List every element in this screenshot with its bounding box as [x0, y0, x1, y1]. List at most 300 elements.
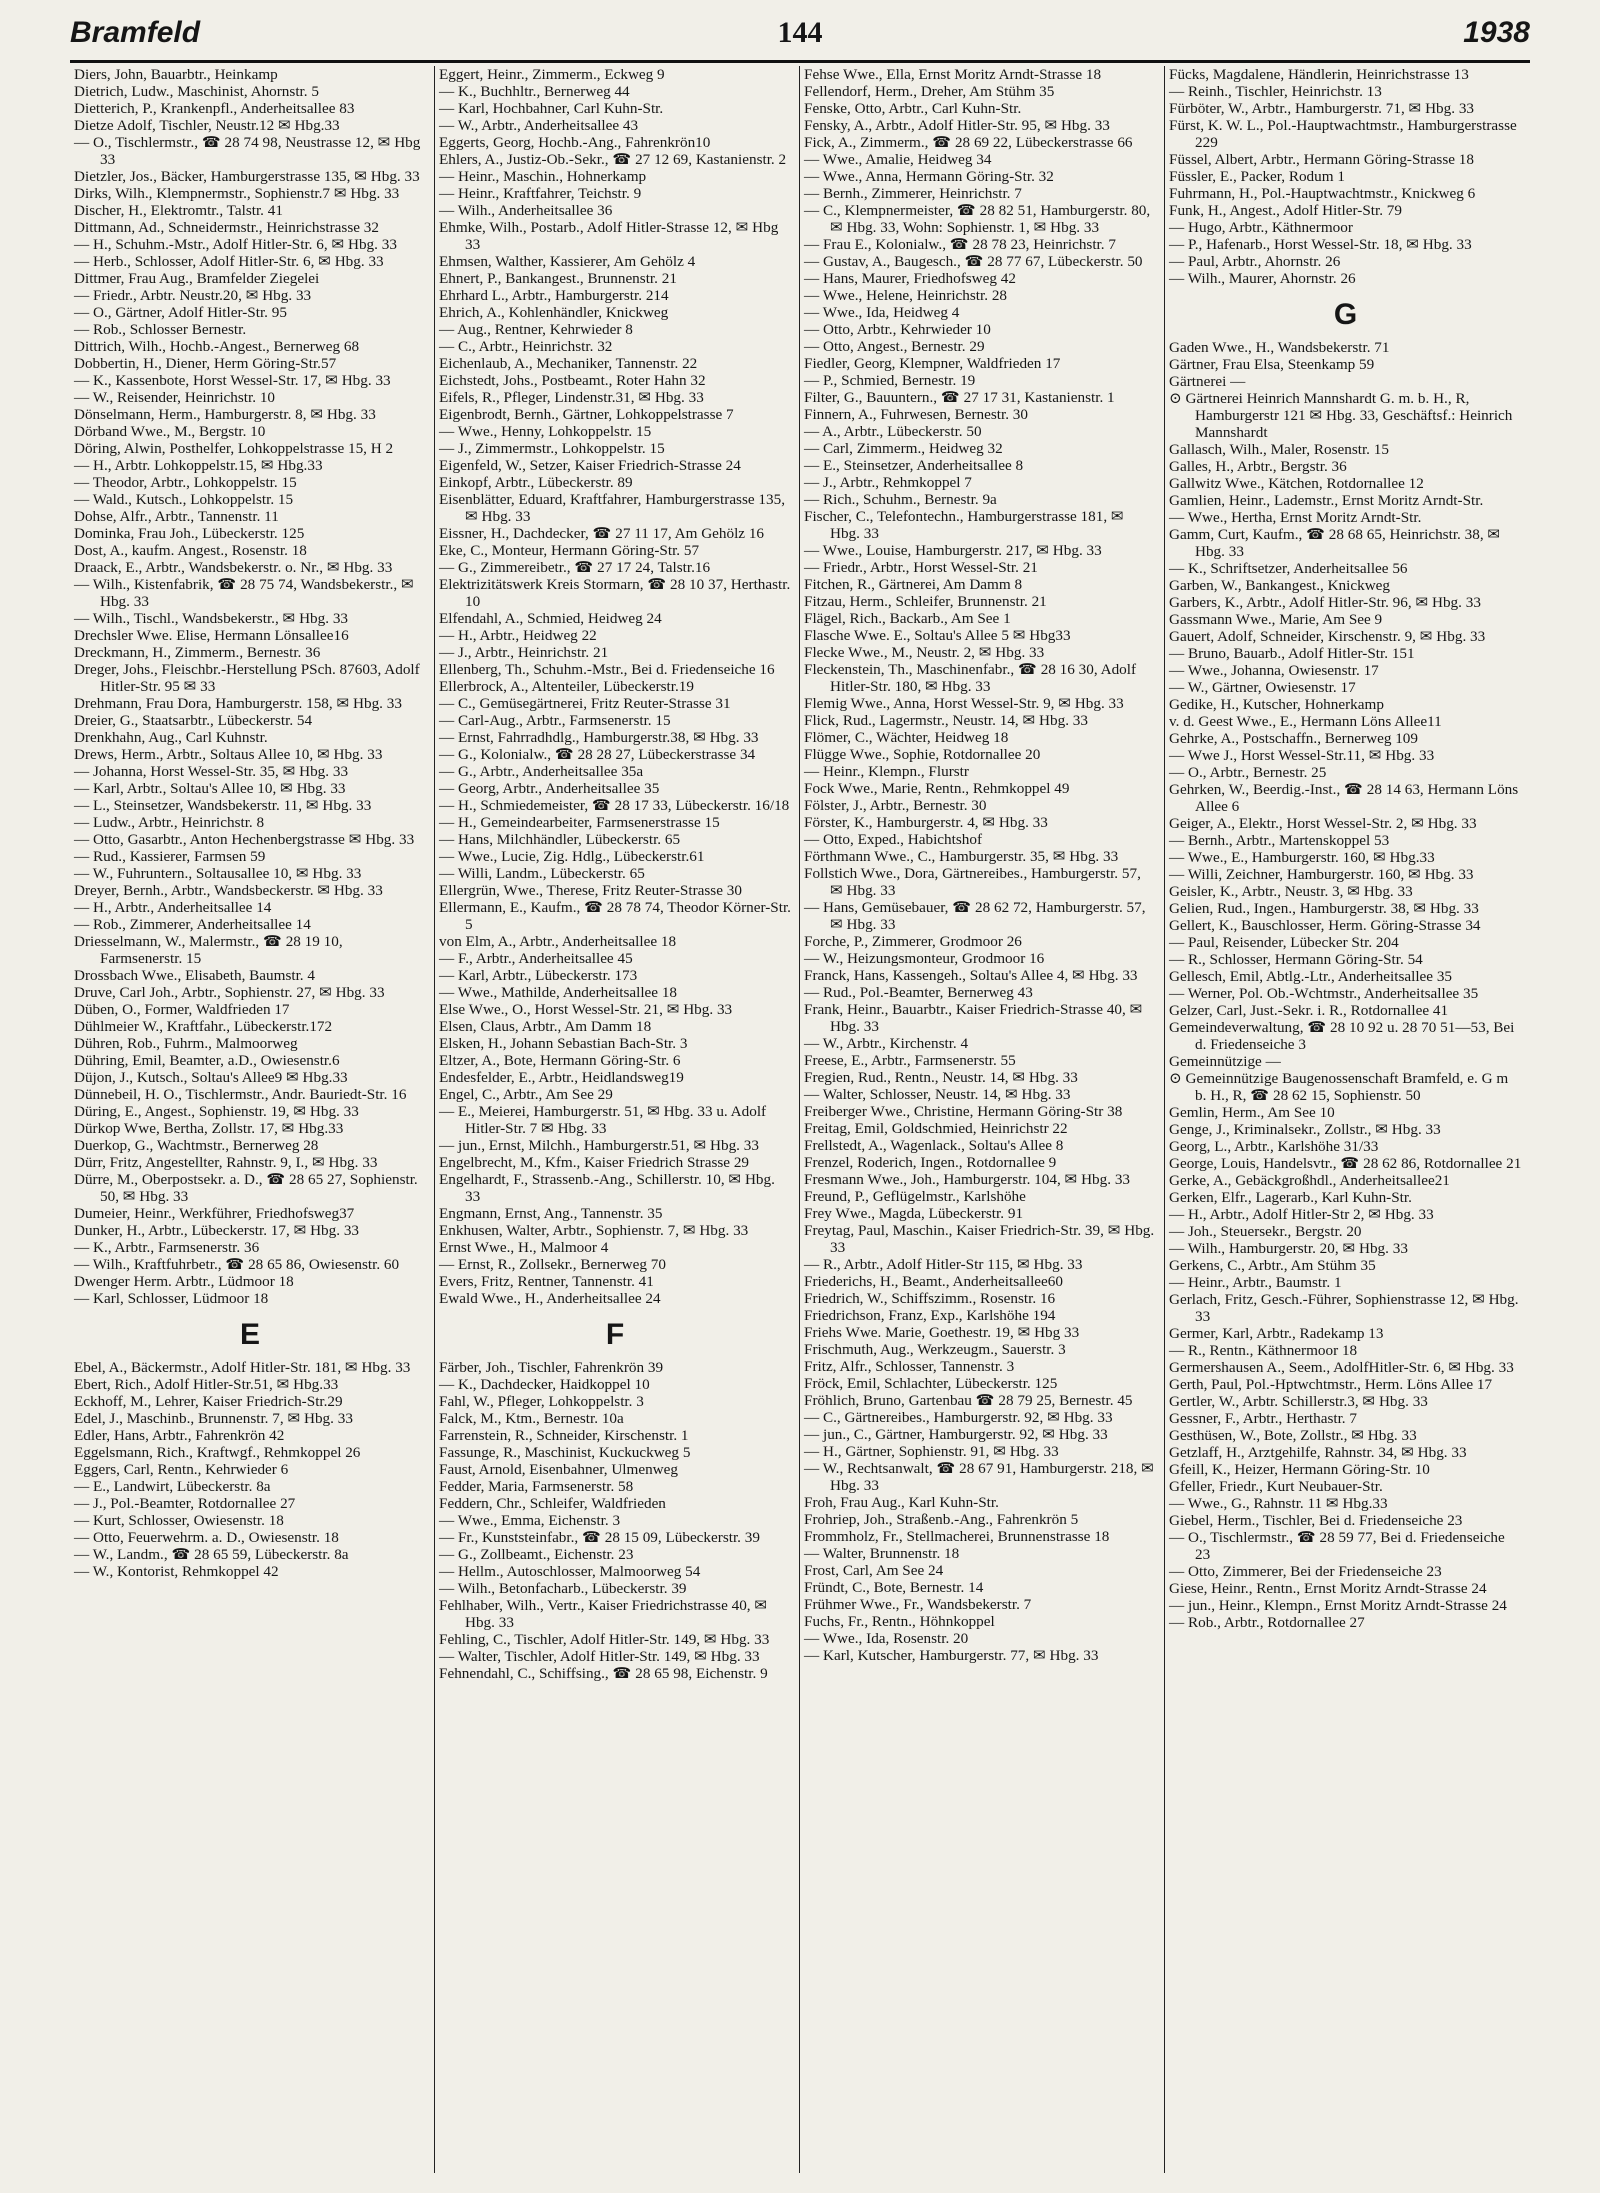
- directory-entry: Giese, Heinr., Rentn., Ernst Moritz Arndt-Strasse 24: [1169, 1580, 1487, 1597]
- directory-entry: Düring, E., Angest., Sophienstr. 19, ✉ Hbg. 33: [74, 1103, 359, 1120]
- directory-entry: Fahl, W., Pfleger, Lohkoppelstr. 3: [439, 1393, 644, 1410]
- directory-entry: Eichenlaub, A., Mechaniker, Tannenstr. 22: [439, 355, 698, 372]
- directory-entry: Frenzel, Roderich, Ingen., Rotdornallee 9: [804, 1154, 1057, 1171]
- directory-entry: Gellesch, Emil, Abtlg.-Ltr., Anderheitsallee 35: [1169, 968, 1453, 985]
- directory-entry: Duerkop, G., Wachtmstr., Bernerweg 28: [74, 1137, 319, 1154]
- directory-entry: Forche, P., Zimmerer, Grodmoor 26: [804, 933, 1022, 950]
- directory-entry: — L., Steinsetzer, Wandsbekerstr. 11, ✉ Hbg. 33: [74, 797, 372, 814]
- directory-entry: Flecke Wwe., M., Neustr. 2, ✉ Hbg. 33: [804, 644, 1045, 661]
- directory-entry: — Carl, Zimmerm., Heidweg 32: [804, 440, 1003, 457]
- directory-entry: Germer, Karl, Arbtr., Radekamp 13: [1169, 1325, 1384, 1342]
- directory-entry: Friederichs, H., Beamt., Anderheitsallee60: [804, 1273, 1063, 1290]
- directory-entry: Fensky, A., Arbtr., Adolf Hitler-Str. 95, ✉ Hbg. 33: [804, 117, 1110, 134]
- directory-entry: Eissner, H., Dachdecker, ☎ 27 11 17, Am Gehölz 16: [439, 525, 765, 542]
- directory-entry: Fenske, Otto, Arbtr., Carl Kuhn-Str.: [804, 100, 1022, 117]
- directory-entry: — Carl-Aug., Arbtr., Farmsenerstr. 15: [439, 712, 671, 729]
- directory-entry: — Wwe., Ida, Rosenstr. 20: [804, 1630, 969, 1647]
- directory-entry: Gassmann Wwe., Marie, Am See 9: [1169, 611, 1383, 628]
- directory-entry: Eckhoff, M., Lehrer, Kaiser Friedrich-Str.29: [74, 1393, 343, 1410]
- directory-entry: Dobbertin, H., Diener, Herm Göring-Str.57: [74, 355, 337, 372]
- directory-entry: — K., Dachdecker, Haidkoppel 10: [439, 1376, 650, 1393]
- directory-entry: Dohse, Alfr., Arbtr., Tannenstr. 11: [74, 508, 279, 525]
- directory-entry: — Joh., Steuersekr., Bergstr. 20: [1169, 1223, 1362, 1240]
- directory-entry: Funk, H., Angest., Adolf Hitler-Str. 79: [1169, 202, 1402, 219]
- directory-entry: — Bruno, Bauarb., Adolf Hitler-Str. 151: [1169, 645, 1415, 662]
- directory-entry: Fitchen, R., Gärtnerei, Am Damm 8: [804, 576, 1023, 593]
- directory-entry: — Rud., Kassierer, Farmsen 59: [74, 848, 266, 865]
- directory-entry: — Wwe., Amalie, Heidweg 34: [804, 151, 992, 168]
- directory-entry: Frank, Heinr., Bauarbtr., Kaiser Friedrich-Strasse 40, ✉ Hbg. 33: [804, 1001, 1143, 1035]
- directory-entry: — Friedr., Arbtr. Neustr.20, ✉ Hbg. 33: [74, 287, 312, 304]
- directory-entry: Färber, Joh., Tischler, Fahrenkrön 39: [439, 1359, 664, 1376]
- directory-entry: — Rob., Arbtr., Rotdornallee 27: [1169, 1614, 1365, 1631]
- directory-entry: — Otto, Angest., Bernestr. 29: [804, 338, 985, 355]
- directory-entry: — Hans, Milchhändler, Lübeckerstr. 65: [439, 831, 681, 848]
- directory-entry: — Wwe., G., Rahnstr. 11 ✉ Hbg.33: [1169, 1495, 1388, 1512]
- directory-entry: Füssler, E., Packer, Rodum 1: [1169, 168, 1345, 185]
- directory-entry: Germershausen A., Seem., AdolfHitler-Str. 6, ✉ Hbg. 33: [1169, 1359, 1514, 1376]
- directory-entry: Dietze Adolf, Tischler, Neustr.12 ✉ Hbg.33: [74, 117, 340, 134]
- directory-entry: Gerth, Paul, Pol.-Hptwchtmstr., Herm. Löns Allee 17: [1169, 1376, 1493, 1393]
- directory-entry: George, Louis, Handelsvtr., ☎ 28 62 86, Rotdornallee 21: [1169, 1155, 1522, 1172]
- directory-entry: — Karl, Arbtr., Soltau's Allee 10, ✉ Hbg. 33: [74, 780, 346, 797]
- directory-entry: — W., Arbtr., Anderheitsallee 43: [439, 117, 639, 134]
- directory-entry: Froh, Frau Aug., Karl Kuhn-Str.: [804, 1494, 999, 1511]
- directory-entry: Ernst Wwe., H., Malmoor 4: [439, 1239, 609, 1256]
- directory-entry: Dittmer, Frau Aug., Bramfelder Ziegelei: [74, 270, 320, 287]
- directory-entry: Geiger, A., Elektr., Horst Wessel-Str. 2, ✉ Hbg. 33: [1169, 815, 1477, 832]
- directory-entry: — H., Schmiedemeister, ☎ 28 17 33, Lübeckerstr. 16/18: [439, 797, 790, 814]
- directory-entry: — E., Landwirt, Lübeckerstr. 8a: [74, 1478, 271, 1495]
- column-4: [1165, 66, 1530, 2173]
- directory-entry: Drehmann, Frau Dora, Hamburgerstr. 158, ✉ Hbg. 33: [74, 695, 402, 712]
- directory-entry: Fründt, C., Bote, Bernestr. 14: [804, 1579, 984, 1596]
- directory-entry: — Wilh., Anderheitsallee 36: [439, 202, 613, 219]
- directory-entry: Eigenbrodt, Bernh., Gärtner, Lohkoppelstrasse 7: [439, 406, 734, 423]
- directory-entry: Fleckenstein, Th., Maschinenfabr., ☎ 28 16 30, Adolf Hitler-Str. 180, ✉ Hbg. 33: [804, 661, 1137, 695]
- directory-entry: Endesfelder, E., Arbtr., Heidlandsweg19: [439, 1069, 684, 1086]
- directory-entry: Elektrizitätswerk Kreis Stormarn, ☎ 28 10 37, Herthastr. 10: [439, 576, 791, 610]
- directory-entry: Gerken, Elfr., Lagerarb., Karl Kuhn-Str.: [1169, 1189, 1412, 1206]
- directory-entry: Dreier, G., Staatsarbtr., Lübeckerstr. 54: [74, 712, 313, 729]
- header-year: 1938: [1463, 16, 1530, 49]
- directory-entry: Dreckmann, H., Zimmerm., Bernestr. 36: [74, 644, 321, 661]
- directory-entry: — F., Arbtr., Anderheitsallee 45: [439, 950, 633, 967]
- directory-entry: — Paul, Arbtr., Ahornstr. 26: [1169, 253, 1341, 270]
- directory-entry: Gertler, W., Arbtr. Schillerstr.3, ✉ Hbg. 33: [1169, 1393, 1428, 1410]
- directory-entry: Freitag, Emil, Goldschmied, Heinrichstr 22: [804, 1120, 1068, 1137]
- directory-entry: — J., Zimmermstr., Lohkoppelstr. 15: [439, 440, 665, 457]
- directory-entry: Gemeindeverwaltung, ☎ 28 10 92 u. 28 70 51—53, Bei d. Friedenseiche 3: [1169, 1019, 1515, 1053]
- directory-entry: — J., Pol.-Beamter, Rotdornallee 27: [74, 1495, 296, 1512]
- directory-entry: — Paul, Reisender, Lübecker Str. 204: [1169, 934, 1399, 951]
- section-letter: G: [1333, 298, 1358, 331]
- directory-entry: Geisler, K., Arbtr., Neustr. 3, ✉ Hbg. 33: [1169, 883, 1413, 900]
- directory-entry: Engmann, Ernst, Ang., Tannenstr. 35: [439, 1205, 663, 1222]
- directory-entry: Fick, A., Zimmerm., ☎ 28 69 22, Lübeckerstrasse 66: [804, 134, 1133, 151]
- directory-entry: — Heinr., Arbtr., Baumstr. 1: [1169, 1274, 1342, 1291]
- directory-entry: Ellenberg, Th., Schuhm.-Mstr., Bei d. Friedenseiche 16: [439, 661, 775, 678]
- directory-entry: Eggert, Heinr., Zimmerm., Eckweg 9: [439, 66, 665, 83]
- directory-entry: Eggers, Carl, Rentn., Kehrwieder 6: [74, 1461, 289, 1478]
- directory-entry: — G., Kolonialw., ☎ 28 28 27, Lübeckerstrasse 34: [439, 746, 756, 763]
- directory-entry: — Wwe., Emma, Eichenstr. 3: [439, 1512, 621, 1529]
- directory-entry: Garben, W., Bankangest., Knickweg: [1169, 577, 1391, 594]
- directory-entry: — Otto, Exped., Habichtshof: [804, 831, 983, 848]
- directory-entry: — Walter, Schlosser, Neustr. 14, ✉ Hbg. 33: [804, 1086, 1071, 1103]
- directory-entry: Dirks, Wilh., Klempnermstr., Sophienstr.7 ✉ Hbg. 33: [74, 185, 400, 202]
- directory-entry: — O., Tischlermstr., ☎ 28 74 98, Neustrasse 12, ✉ Hbg 33: [74, 134, 421, 168]
- directory-entry: — Wwe., Mathilde, Anderheitsallee 18: [439, 984, 678, 1001]
- directory-entry: — Johanna, Horst Wessel-Str. 35, ✉ Hbg. 33: [74, 763, 349, 780]
- directory-entry: Evers, Fritz, Rentner, Tannenstr. 41: [439, 1273, 654, 1290]
- directory-entry: — Georg, Arbtr., Anderheitsallee 35: [439, 780, 660, 797]
- directory-entry: — R., Schlosser, Hermann Göring-Str. 54: [1169, 951, 1423, 968]
- directory-entry: Gfeller, Friedr., Kurt Neubauer-Str.: [1169, 1478, 1383, 1495]
- directory-entry: Fregien, Rud., Rentn., Neustr. 14, ✉ Hbg. 33: [804, 1069, 1078, 1086]
- directory-entry: Flemig Wwe., Anna, Horst Wessel-Str. 9, ✉ Hbg. 33: [804, 695, 1124, 712]
- directory-entry: Friedrich, W., Schiffszimm., Rosenstr. 16: [804, 1290, 1056, 1307]
- directory-entry: Elfendahl, A., Schmied, Heidweg 24: [439, 610, 662, 627]
- directory-entry: — W., Fuhruntern., Soltausallee 10, ✉ Hbg. 33: [74, 865, 362, 882]
- directory-entry: — Heinr., Maschin., Hohnerkamp: [439, 168, 647, 185]
- directory-entry: Frommholz, Fr., Stellmacherei, Brunnenstrasse 18: [804, 1528, 1110, 1545]
- directory-entry: Dürkop Wwe, Bertha, Zollstr. 17, ✉ Hbg.33: [74, 1120, 344, 1137]
- directory-entry: Gehrken, W., Beerdig.-Inst., ☎ 28 14 63, Hermann Löns Allee 6: [1169, 781, 1519, 815]
- directory-entry: — Wwe., Helene, Heinrichstr. 28: [804, 287, 1008, 304]
- directory-entry: Franck, Hans, Kassengeh., Soltau's Allee 4, ✉ Hbg. 33: [804, 967, 1138, 984]
- directory-entry: Frohriep, Joh., Straßenb.-Ang., Fahrenkrön 5: [804, 1511, 1079, 1528]
- directory-entry: von Elm, A., Arbtr., Anderheitsallee 18: [439, 933, 677, 950]
- directory-entry: Fassunge, R., Maschinist, Kuckuckweg 5: [439, 1444, 691, 1461]
- section-letter: E: [239, 1318, 260, 1351]
- page-number: 144: [777, 16, 823, 49]
- directory-entry: — Karl, Hochbahner, Carl Kuhn-Str.: [439, 100, 664, 117]
- directory-entry: — jun., Heinr., Klempn., Ernst Moritz Arndt-Strasse 24: [1169, 1597, 1507, 1614]
- directory-entry: Gemeinnützige —: [1169, 1053, 1281, 1070]
- directory-entry: — Wwe., Johanna, Owiesenstr. 17: [1169, 662, 1379, 679]
- directory-entry: — Reinh., Tischler, Heinrichstr. 13: [1169, 83, 1382, 100]
- directory-entry: Dörband Wwe., M., Bergstr. 10: [74, 423, 266, 440]
- directory-entry: Gauert, Adolf, Schneider, Kirschenstr. 9, ✉ Hbg. 33: [1169, 628, 1486, 645]
- directory-entry: — G., Zollbeamt., Eichenstr. 23: [439, 1546, 634, 1563]
- directory-entry: — E., Steinsetzer, Anderheitsallee 8: [804, 457, 1024, 474]
- directory-entry: Eifels, R., Pfleger, Lindenstr.31, ✉ Hbg. 33: [439, 389, 704, 406]
- directory-entry: — Walter, Tischler, Adolf Hitler-Str. 149, ✉ Hbg. 33: [439, 1648, 760, 1665]
- directory-entry: — Gustav, A., Baugesch., ☎ 28 77 67, Lübeckerstr. 50: [804, 253, 1143, 270]
- directory-entry: Ehlers, A., Justiz-Ob.-Sekr., ☎ 27 12 69, Kastanienstr. 2: [439, 151, 787, 168]
- directory-entry: — Hans, Maurer, Friedhofsweg 42: [804, 270, 1016, 287]
- directory-entry: — G., Zimmereibetr., ☎ 27 17 24, Talstr.16: [439, 559, 711, 576]
- directory-entry: — Rob., Schlosser Bernestr.: [74, 321, 247, 338]
- directory-entry: — O., Gärtner, Adolf Hitler-Str. 95: [74, 304, 287, 321]
- directory-entry: — jun., C., Gärtner, Hamburgerstr. 92, ✉ Hbg. 33: [804, 1426, 1108, 1443]
- directory-entry: — A., Arbtr., Lübeckerstr. 50: [804, 423, 982, 440]
- directory-entry: Eisenblätter, Eduard, Kraftfahrer, Hamburgerstrasse 135, ✉ Hbg. 33: [439, 491, 785, 525]
- directory-entry: — Heinr., Kraftfahrer, Teichstr. 9: [439, 185, 642, 202]
- directory-entry: — W., Landm., ☎ 28 65 59, Lübeckerstr. 8a: [74, 1546, 349, 1563]
- header-place-name: Bramfeld: [70, 16, 201, 49]
- directory-entry: — Ludw., Arbtr., Heinrichstr. 8: [74, 814, 265, 831]
- directory-entry: Fücks, Magdalene, Händlerin, Heinrichstrasse 13: [1169, 66, 1469, 83]
- directory-entry: — Theodor, Arbtr., Lohkoppelstr. 15: [74, 474, 297, 491]
- directory-entry: — H., Gemeindearbeiter, Farmsenerstrasse 15: [439, 814, 720, 831]
- directory-entry: — Otto, Arbtr., Kehrwieder 10: [804, 321, 991, 338]
- directory-entry: Diers, John, Bauarbtr., Heinkamp: [74, 66, 278, 83]
- directory-entry: — R., Rentn., Käthnermoor 18: [1169, 1342, 1358, 1359]
- directory-entry: Ellerbrock, A., Altenteiler, Lübeckerstr.19: [439, 678, 694, 695]
- directory-entry: Förster, K., Hamburgerstr. 4, ✉ Hbg. 33: [804, 814, 1048, 831]
- directory-entry: — P., Hafenarb., Horst Wessel-Str. 18, ✉ Hbg. 33: [1169, 236, 1472, 253]
- directory-entry: Fitzau, Herm., Schleifer, Brunnenstr. 21: [804, 593, 1047, 610]
- directory-entry: — Rud., Pol.-Beamter, Bernerweg 43: [804, 984, 1033, 1001]
- directory-entry: Drossbach Wwe., Elisabeth, Baumstr. 4: [74, 967, 315, 984]
- directory-entry: — Karl, Schlosser, Lüdmoor 18: [74, 1290, 269, 1307]
- directory-entry: Follstich Wwe., Dora, Gärtnereibes., Hamburgerstr. 57, ✉ Hbg. 33: [804, 865, 1141, 899]
- directory-entry: Fuhrmann, H., Pol.-Hauptwachtmstr., Knickweg 6: [1169, 185, 1476, 202]
- directory-entry: — W., Rechtsanwalt, ☎ 28 67 91, Hamburgerstr. 218, ✉ Hbg. 33: [804, 1460, 1154, 1494]
- directory-entry: — H., Arbtr. Lohkoppelstr.15, ✉ Hbg.33: [74, 457, 323, 474]
- directory-entry: — Wwe., Lucie, Zig. Hdlg., Lübeckerstr.61: [439, 848, 705, 865]
- directory-entry: Förthmann Wwe., C., Hamburgerstr. 35, ✉ Hbg. 33: [804, 848, 1119, 865]
- directory-entry: — E., Meierei, Hamburgerstr. 51, ✉ Hbg. 33 u. Adolf Hitler-Str. 7 ✉ Hbg. 33: [439, 1103, 767, 1137]
- directory-entry: Ehmke, Wilh., Postarb., Adolf Hitler-Strasse 12, ✉ Hbg 33: [439, 219, 779, 253]
- directory-entry: — Hellm., Autoschlosser, Malmoorweg 54: [439, 1563, 701, 1580]
- directory-entry: Giebel, Herm., Tischler, Bei d. Friedenseiche 23: [1169, 1512, 1463, 1529]
- directory-entry: Fröck, Emil, Schlachter, Lübeckerstr. 125: [804, 1375, 1058, 1392]
- directory-entry: Gerke, A., Gebäckgroßhdl., Anderheitsallee21: [1169, 1172, 1450, 1189]
- directory-entry: — Hugo, Arbtr., Käthnermoor: [1169, 219, 1353, 236]
- directory-entry: — Friedr., Arbtr., Horst Wessel-Str. 21: [804, 559, 1038, 576]
- directory-entry: Dietzler, Jos., Bäcker, Hamburgerstrasse 135, ✉ Hbg. 33: [74, 168, 420, 185]
- directory-entry: Eggerts, Georg, Hochb.-Ang., Fahrenkrön10: [439, 134, 711, 151]
- directory-entry: — Karl, Arbtr., Lübeckerstr. 173: [439, 967, 638, 984]
- directory-entry: — K., Buchhltr., Bernerweg 44: [439, 83, 630, 100]
- directory-entry: — Wwe., Ida, Heidweg 4: [804, 304, 960, 321]
- section-letter: F: [605, 1318, 625, 1351]
- directory-entry: Frost, Carl, Am See 24: [804, 1562, 944, 1579]
- directory-entry: — C., Gemüsegärtnerei, Fritz Reuter-Strasse 31: [439, 695, 731, 712]
- directory-entry: — Wilh., Tischl., Wandsbekerstr., ✉ Hbg. 33: [74, 610, 349, 627]
- directory-entry: Dietrich, Ludw., Maschinist, Ahornstr. 5: [74, 83, 319, 100]
- directory-entry: — H., Arbtr., Heidweg 22: [439, 627, 597, 644]
- directory-entry: Flügge Wwe., Sophie, Rotdornallee 20: [804, 746, 1041, 763]
- directory-entry: — Wilh., Kraftfuhrbetr., ☎ 28 65 86, Owiesenstr. 60: [74, 1256, 400, 1273]
- directory-entry: Gfeill, K., Heizer, Hermann Göring-Str. 10: [1169, 1461, 1430, 1478]
- directory-entry: Freiberger Wwe., Christine, Hermann Göring-Str 38: [804, 1103, 1123, 1120]
- directory-entry: Frey Wwe., Magda, Lübeckerstr. 91: [804, 1205, 1024, 1222]
- directory-entry: — Rich., Schuhm., Bernestr. 9a: [804, 491, 997, 508]
- directory-entry: Gehrke, A., Postschaffn., Bernerweg 109: [1169, 730, 1418, 747]
- directory-entry: Flömer, C., Wächter, Heidweg 18: [804, 729, 1009, 746]
- directory-entry: Feddern, Chr., Schleifer, Waldfrieden: [439, 1495, 666, 1512]
- directory-entry: — Wilh., Betonfacharb., Lübeckerstr. 39: [439, 1580, 687, 1597]
- directory-entry: Ehmsen, Walther, Kassierer, Am Gehölz 4: [439, 253, 696, 270]
- directory-entry: Dominka, Frau Joh., Lübeckerstr. 125: [74, 525, 305, 542]
- directory-entry: Drenkhahn, Aug., Carl Kuhnstr.: [74, 729, 268, 746]
- directory-entry: Getzlaff, H., Arztgehilfe, Rahnstr. 34, ✉ Hbg. 33: [1169, 1444, 1467, 1461]
- directory-entry: — Wald., Kutsch., Lohkoppelstr. 15: [74, 491, 294, 508]
- directory-columns: [70, 66, 1530, 2173]
- directory-entry: — Wilh., Hamburgerstr. 20, ✉ Hbg. 33: [1169, 1240, 1408, 1257]
- directory-entry: Dreger, Johs., Fleischbr.-Herstellung PSch. 87603, Adolf Hitler-Str. 95 ✉ 33: [74, 661, 420, 695]
- directory-entry: — K., Schriftsetzer, Anderheitsallee 56: [1169, 560, 1408, 577]
- directory-entry: Ebert, Rich., Adolf Hitler-Str.51, ✉ Hbg.33: [74, 1376, 339, 1393]
- directory-entry: Dühring, Emil, Beamter, a.D., Owiesenstr.6: [74, 1052, 340, 1069]
- directory-entry: — Bernh., Zimmerer, Heinrichstr. 7: [804, 185, 1022, 202]
- directory-entry: Eltzer, A., Bote, Hermann Göring-Str. 6: [439, 1052, 681, 1069]
- directory-entry: — Herb., Schlosser, Adolf Hitler-Str. 6, ✉ Hbg. 33: [74, 253, 384, 270]
- directory-entry: Dost, A., kaufm. Angest., Rosenstr. 18: [74, 542, 307, 559]
- directory-entry: Ellermann, E., Kaufm., ☎ 28 78 74, Theodor Körner-Str. 5: [439, 899, 791, 933]
- directory-entry: Freytag, Paul, Maschin., Kaiser Friedrich-Str. 39, ✉ Hbg. 33: [804, 1222, 1155, 1256]
- directory-entry: Engelhardt, F., Strassenb.-Ang., Schillerstr. 10, ✉ Hbg. 33: [439, 1171, 775, 1205]
- directory-entry: — C., Klempnermeister, ☎ 28 82 51, Hamburgerstr. 80, ✉ Hbg. 33, Wohn: Sophienstr. 1, ✉ Hbg. 33: [804, 202, 1151, 236]
- directory-entry: — Wilh., Maurer, Ahornstr. 26: [1169, 270, 1356, 287]
- directory-entry: — C., Gärtnereibes., Hamburgerstr. 92, ✉ Hbg. 33: [804, 1409, 1113, 1426]
- directory-entry: Dreyer, Bernh., Arbtr., Wandsbeckerstr. ✉ Hbg. 33: [74, 882, 383, 899]
- directory-entry: Finnern, A., Fuhrwesen, Bernestr. 30: [804, 406, 1028, 423]
- directory-entry: Gamlien, Heinr., Lademstr., Ernst Moritz Arndt-Str.: [1169, 492, 1484, 509]
- directory-entry: ⊙ Gärtnerei Heinrich Mannshardt G. m. b. H., R, Hamburgerstr 121 ✉ Hbg. 33, Geschäftsf.: Heinrich Mannshardt: [1169, 390, 1513, 441]
- directory-entry: Gerkens, C., Arbtr., Am Stühm 35: [1169, 1257, 1376, 1274]
- directory-entry: Ewald Wwe., H., Anderheitsallee 24: [439, 1290, 661, 1307]
- directory-entry: Eigenfeld, W., Setzer, Kaiser Friedrich-Strasse 24: [439, 457, 741, 474]
- directory-entry: — Wwe., Henny, Lohkoppelstr. 15: [439, 423, 652, 440]
- directory-entry: — Rob., Zimmerer, Anderheitsallee 14: [74, 916, 311, 933]
- directory-entry: — Heinr., Klempn., Flurstr: [804, 763, 969, 780]
- directory-entry: — J., Arbtr., Heinrichstr. 21: [439, 644, 609, 661]
- directory-entry: — Otto, Feuerwehrm. a. D., Owiesenstr. 18: [74, 1529, 339, 1546]
- directory-entry: Gerlach, Fritz, Gesch.-Führer, Sophienstrasse 12, ✉ Hbg. 33: [1169, 1291, 1519, 1325]
- directory-entry: Drews, Herm., Arbtr., Soltaus Allee 10, ✉ Hbg. 33: [74, 746, 383, 763]
- directory-entry: Fürst, K. W. L., Pol.-Hauptwachtmstr., Hamburgerstrasse 229: [1169, 117, 1517, 151]
- directory-entry: Fresmann Wwe., Joh., Hamburgerstr. 104, ✉ Hbg. 33: [804, 1171, 1131, 1188]
- directory-entry: — jun., Ernst, Milchh., Hamburgerstr.51, ✉ Hbg. 33: [439, 1137, 759, 1154]
- directory-entry: Ehnert, P., Bankangest., Brunnenstr. 21: [439, 270, 677, 287]
- directory-entry: — Wwe., E., Hamburgerstr. 160, ✉ Hbg.33: [1169, 849, 1435, 866]
- directory-entry: Frischmuth, Aug., Werkzeugm., Sauerstr. 3: [804, 1341, 1066, 1358]
- directory-entry: — Wwe J., Horst Wessel-Str.11, ✉ Hbg. 33: [1169, 747, 1435, 764]
- directory-entry: Fehnendahl, C., Schiffsing., ☎ 28 65 98, Eichenstr. 9: [439, 1665, 768, 1682]
- directory-entry: Gedike, H., Kutscher, Hohnerkamp: [1169, 696, 1384, 713]
- directory-entry: Döring, Alwin, Posthelfer, Lohkoppelstrasse 15, H 2: [74, 440, 394, 457]
- directory-entry: Gelzer, Carl, Just.-Sekr. i. R., Rotdornallee 41: [1169, 1002, 1449, 1019]
- directory-entry: — H., Gärtner, Sophienstr. 91, ✉ Hbg. 33: [804, 1443, 1059, 1460]
- directory-entry: — H., Arbtr., Anderheitsallee 14: [74, 899, 272, 916]
- directory-entry: Galles, H., Arbtr., Bergstr. 36: [1169, 458, 1347, 475]
- directory-entry: Gessner, F., Arbtr., Herthastr. 7: [1169, 1410, 1357, 1427]
- directory-entry: Gärtner, Frau Elsa, Steenkamp 59: [1169, 356, 1375, 373]
- directory-entry: Fuchs, Fr., Rentn., Höhnkoppel: [804, 1613, 995, 1630]
- directory-entry: — H., Schuhm.-Mstr., Adolf Hitler-Str. 6, ✉ Hbg. 33: [74, 236, 397, 253]
- directory-entry: — Ernst, Fahrradhdlg., Hamburgerstr.38, ✉ Hbg. 33: [439, 729, 759, 746]
- directory-entry: Düjon, J., Kutsch., Soltau's Allee9 ✉ Hbg.33: [74, 1069, 348, 1086]
- directory-entry: Ebel, A., Bäckermstr., Adolf Hitler-Str. 181, ✉ Hbg. 33: [74, 1359, 411, 1376]
- directory-entry: — Frau E., Kolonialw., ☎ 28 78 23, Heinrichstr. 7: [804, 236, 1116, 253]
- directory-entry: — Fr., Kunststeinfabr., ☎ 28 15 09, Lübeckerstr. 39: [439, 1529, 760, 1546]
- directory-entry: — G., Arbtr., Anderheitsallee 35a: [439, 763, 644, 780]
- directory-entry: Ehrhard L., Arbtr., Hamburgerstr. 214: [439, 287, 669, 304]
- directory-entry: — H., Arbtr., Adolf Hitler-Str 2, ✉ Hbg. 33: [1169, 1206, 1434, 1223]
- directory-entry: Dwenger Herm. Arbtr., Lüdmoor 18: [74, 1273, 294, 1290]
- directory-entry: Dönselmann, Herm., Hamburgerstr. 8, ✉ Hbg. 33: [74, 406, 376, 423]
- directory-entry: Edler, Hans, Arbtr., Fahrenkrön 42: [74, 1427, 285, 1444]
- directory-entry: Fröhlich, Bruno, Gartenbau ☎ 28 79 25, Bernestr. 45: [804, 1392, 1133, 1409]
- directory-entry: — W., Arbtr., Kirchenstr. 4: [804, 1035, 969, 1052]
- directory-entry: Fischer, C., Telefontechn., Hamburgerstrasse 181, ✉ Hbg. 33: [804, 508, 1124, 542]
- directory-entry: Fedder, Maria, Farmsenerstr. 58: [439, 1478, 634, 1495]
- directory-entry: Dürre, M., Oberpostsekr. a. D., ☎ 28 65 27, Sophienstr. 50, ✉ Hbg. 33: [74, 1171, 418, 1205]
- directory-entry: — W., Reisender, Heinrichstr. 10: [74, 389, 276, 406]
- directory-entry: Gelien, Rud., Ingen., Hamburgerstr. 38, ✉ Hbg. 33: [1169, 900, 1479, 917]
- directory-entry: Edel, J., Maschinb., Brunnenstr. 7, ✉ Hbg. 33: [74, 1410, 353, 1427]
- directory-entry: — Otto, Zimmerer, Bei der Friedenseiche 23: [1169, 1563, 1442, 1580]
- directory-entry: Faust, Arnold, Eisenbahner, Ulmenweg: [439, 1461, 678, 1478]
- directory-entry: Eke, C., Monteur, Hermann Göring-Str. 57: [439, 542, 700, 559]
- directory-entry: Dittrich, Wilh., Hochb.-Angest., Bernerweg 68: [74, 338, 360, 355]
- directory-entry: Elsken, H., Johann Sebastian Bach-Str. 3: [439, 1035, 688, 1052]
- directory-entry: — Hans, Gemüsebauer, ☎ 28 62 72, Hamburgerstr. 57, ✉ Hbg. 33: [804, 899, 1146, 933]
- directory-entry: Fehling, C., Tischler, Adolf Hitler-Str. 149, ✉ Hbg. 33: [439, 1631, 770, 1648]
- directory-entry: — W., Gärtner, Owiesenstr. 17: [1169, 679, 1356, 696]
- directory-entry: Flasche Wwe. E., Soltau's Allee 5 ✉ Hbg33: [804, 627, 1071, 644]
- directory-entry: — Wwe., Anna, Hermann Göring-Str. 32: [804, 168, 1054, 185]
- directory-entry: Dühlmeier W., Kraftfahr., Lübeckerstr.172: [74, 1018, 333, 1035]
- directory-entry: — Wilh., Kistenfabrik, ☎ 28 75 74, Wandsbekerstr., ✉ Hbg. 33: [74, 576, 414, 610]
- directory-entry: Fehse Wwe., Ella, Ernst Moritz Arndt-Strasse 18: [804, 66, 1102, 83]
- directory-entry: Gesthüsen, W., Bote, Zollstr., ✉ Hbg. 33: [1169, 1427, 1417, 1444]
- directory-entry: Garbers, K., Arbtr., Adolf Hitler-Str. 96, ✉ Hbg. 33: [1169, 594, 1481, 611]
- directory-entry: Fürböter, W., Arbtr., Hamburgerstr. 71, ✉ Hbg. 33: [1169, 100, 1475, 117]
- directory-entry: — W., Heizungsmonteur, Grodmoor 16: [804, 950, 1045, 967]
- column-2: [435, 66, 800, 2173]
- directory-entry: Genge, J., Kriminalsekr., Zollstr., ✉ Hbg. 33: [1169, 1121, 1441, 1138]
- directory-entry: Elsen, Claus, Arbtr., Am Damm 18: [439, 1018, 652, 1035]
- directory-entry: Dürr, Fritz, Angestellter, Rahnstr. 9, I., ✉ Hbg. 33: [74, 1154, 378, 1171]
- directory-entry: Fellendorf, Herm., Dreher, Am Stühm 35: [804, 83, 1055, 100]
- directory-entry: Georg, L., Arbtr., Karlshöhe 31/33: [1169, 1138, 1379, 1155]
- directory-entry: Ellergrün, Wwe., Therese, Fritz Reuter-Strasse 30: [439, 882, 742, 899]
- directory-entry: Falck, M., Ktm., Bernestr. 10a: [439, 1410, 624, 1427]
- directory-entry: — P., Schmied, Bernestr. 19: [804, 372, 976, 389]
- directory-entry: Dünnebeil, H. O., Tischlermstr., Andr. Bauriedt-Str. 16: [74, 1086, 407, 1103]
- directory-entry: — Werner, Pol. Ob.-Wchtmstr., Anderheitsallee 35: [1169, 985, 1479, 1002]
- directory-entry: v. d. Geest Wwe., E., Hermann Löns Allee11: [1169, 713, 1442, 730]
- directory-entry: — O., Arbtr., Bernestr. 25: [1169, 764, 1327, 781]
- directory-entry: Gaden Wwe., H., Wandsbekerstr. 71: [1169, 339, 1390, 356]
- directory-entry: Fritz, Alfr., Schlosser, Tannenstr. 3: [804, 1358, 1015, 1375]
- directory-entry: Dühren, Rob., Fuhrm., Malmoorweg: [74, 1035, 298, 1052]
- directory-entry: Else Wwe., O., Horst Wessel-Str. 21, ✉ Hbg. 33: [439, 1001, 733, 1018]
- directory-entry: Füssel, Albert, Arbtr., Hermann Göring-Strasse 18: [1169, 151, 1474, 168]
- directory-entry: Gallasch, Wilh., Maler, Rosenstr. 15: [1169, 441, 1389, 458]
- page-header: [70, 14, 1530, 63]
- directory-entry: Gellert, K., Bauschlosser, Herm. Göring-Strasse 34: [1169, 917, 1481, 934]
- directory-entry: Flägel, Rich., Backarb., Am See 1: [804, 610, 1011, 627]
- directory-entry: — Bernh., Arbtr., Martenskoppel 53: [1169, 832, 1390, 849]
- directory-entry: Drechsler Wwe. Elise, Hermann Lönsallee16: [74, 627, 349, 644]
- directory-entry: Eichstedt, Johs., Postbeamt., Roter Hahn 32: [439, 372, 706, 389]
- directory-entry: Einkopf, Arbtr., Lübeckerstr. 89: [439, 474, 633, 491]
- directory-entry: — C., Arbtr., Heinrichstr. 32: [439, 338, 613, 355]
- directory-entry: — Willi, Landm., Lübeckerstr. 65: [439, 865, 645, 882]
- directory-entry: Gallwitz Wwe., Kätchen, Rotdornallee 12: [1169, 475, 1424, 492]
- directory-entry: — Wwe., Louise, Hamburgerstr. 217, ✉ Hbg. 33: [804, 542, 1102, 559]
- directory-entry: — R., Arbtr., Adolf Hitler-Str 115, ✉ Hbg. 33: [804, 1256, 1083, 1273]
- directory-entry: Gamm, Curt, Kaufm., ☎ 28 68 65, Heinrichstr. 38, ✉ Hbg. 33: [1169, 526, 1501, 560]
- directory-entry: Eggelsmann, Rich., Kraftwgf., Rehmkoppel 26: [74, 1444, 361, 1461]
